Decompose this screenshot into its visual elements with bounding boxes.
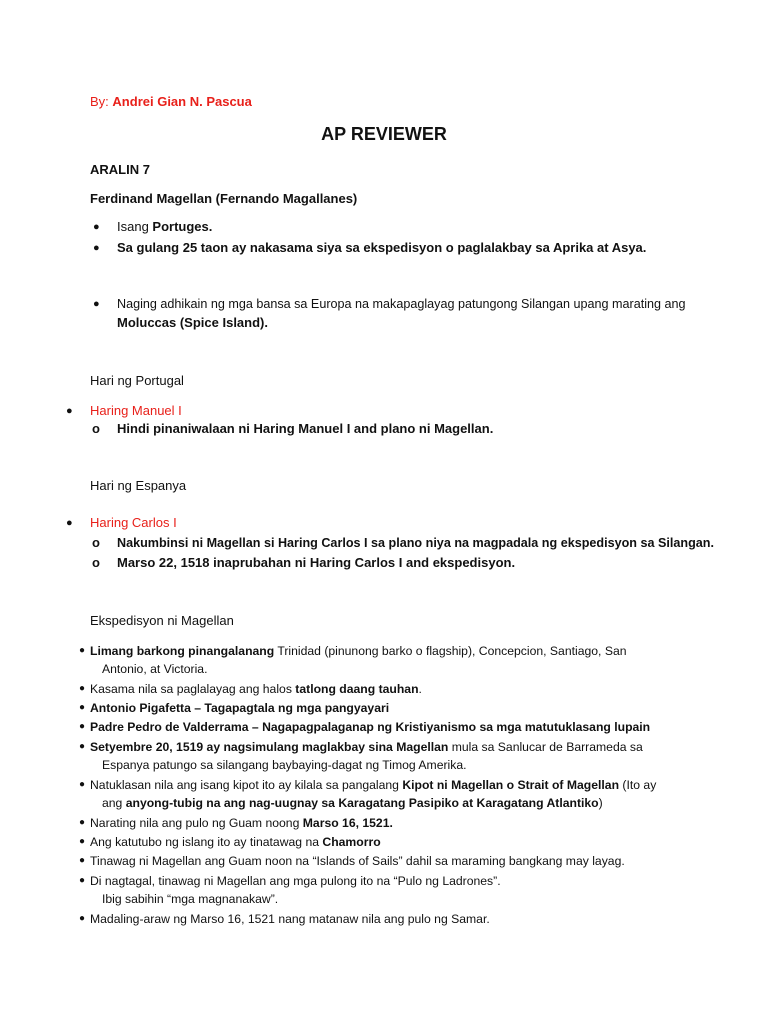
bullet-icon: ●: [79, 817, 86, 828]
list-item-continuation: [102, 795, 603, 811]
document-title: AP REVIEWER: [321, 124, 447, 144]
bullet-icon: ●: [79, 683, 86, 694]
list-item: Sa gulang 25 taon ay nakasama siya sa ekspedisyon o paglalakbay sa Aprika at Asya.: [117, 240, 647, 255]
item-text-bold: Kipot ni Magellan o Strait of Magellan: [402, 778, 620, 792]
bullet-icon: ●: [66, 517, 73, 529]
author-line: [90, 94, 252, 110]
list-item: [90, 834, 381, 850]
bullet-icon: ●: [66, 405, 73, 417]
bullet-icon: ●: [93, 242, 100, 254]
item-text: mula sa Sanlucar de Barrameda sa: [448, 740, 643, 754]
item-text: Ang katutubo ng islang ito ay tinatawag na: [90, 835, 323, 849]
list-item: Antonio Pigafetta – Tagapagtala ng mga pangyayari: [90, 701, 390, 715]
king-name-manuel: Haring Manuel I: [90, 403, 182, 418]
circle-bullet-icon: o: [92, 535, 100, 550]
item-text-bold: anyong-tubig na ang nag-uugnay sa Karagatang Pasipiko at Karagatang Atlantiko: [125, 796, 599, 810]
item-text-bold: Limang barkong pinangalanang: [90, 644, 275, 658]
bullet-icon: ●: [79, 741, 86, 752]
item-text: ): [598, 796, 603, 810]
bullet-icon: ●: [79, 836, 86, 847]
list-item: Madaling-araw ng Marso 16, 1521 nang matanaw nila ang pulo ng Samar.: [90, 912, 490, 926]
by-label: By:: [90, 94, 109, 109]
item-text: Natuklasan nila ang isang kipot ito ay kilala sa pangalang: [90, 778, 403, 792]
list-item: [90, 643, 627, 659]
list-item: [90, 777, 656, 793]
subject-heading: Ferdinand Magellan (Fernando Magallanes): [90, 191, 358, 206]
item-text-bold: Setyembre 20, 1519 ay nagsimulang maglakbay sina Magellan: [90, 740, 449, 754]
bullet-icon: ●: [93, 221, 100, 233]
item-text-bold: Portuges.: [152, 219, 213, 234]
bullet-icon: ●: [79, 913, 86, 924]
list-item: Tinawag ni Magellan ang Guam noon na “Islands of Sails” dahil sa maraming bangkang may layag.: [90, 854, 625, 868]
list-item: [90, 815, 393, 831]
list-item: [90, 739, 643, 755]
bullet-icon: ●: [79, 702, 86, 713]
item-text-bold: Marso 16, 1521.: [302, 816, 393, 830]
list-item: Padre Pedro de Valderrama – Nagapagpalaganap ng Kristiyanismo sa mga matutuklasang lupain: [90, 720, 651, 734]
section-heading-portugal: Hari ng Portugal: [90, 373, 184, 388]
section-heading-espanya: Hari ng Espanya: [90, 478, 187, 493]
lesson-label: ARALIN 7: [90, 162, 150, 177]
list-item-continuation: Espanya patungo sa silangang baybaying-dagat ng Timog Amerika.: [102, 758, 467, 772]
item-text: Kasama nila sa paglalayag ang halos: [90, 682, 296, 696]
item-text-bold: Chamorro: [322, 835, 381, 849]
author-name: Andrei Gian N. Pascua: [112, 94, 252, 109]
item-text: Isang: [117, 219, 153, 234]
list-item: [117, 219, 212, 235]
item-text: Narating nila ang pulo ng Guam noong: [90, 816, 303, 830]
bullet-icon: ●: [79, 645, 86, 656]
list-item: Di nagtagal, tinawag ni Magellan ang mga pulong ito na “Pulo ng Ladrones”.: [90, 874, 501, 888]
item-text: .: [418, 682, 422, 696]
bullet-icon: ●: [93, 298, 100, 310]
circle-bullet-icon: o: [92, 555, 100, 570]
list-item: Naging adhikain ng mga bansa sa Europa na makapaglayag patungong Silangan upang marating ang: [117, 297, 686, 311]
item-text: Trinidad (pinunong barko o flagship), Concepcion, Santiago, San: [274, 644, 627, 658]
king-name-carlos: Haring Carlos I: [90, 515, 177, 530]
section-heading-expedition: Ekspedisyon ni Magellan: [90, 613, 234, 628]
bullet-icon: ●: [79, 855, 86, 866]
item-text-bold: tatlong daang tauhan: [295, 682, 419, 696]
item-text: ang: [102, 796, 126, 810]
list-item: Hindi pinaniwalaan ni Haring Manuel I and plano ni Magellan.: [117, 421, 494, 436]
list-item: Nakumbinsi ni Magellan si Haring Carlos I sa plano niya na magpadala ng ekspedisyon sa Silangan.: [117, 536, 714, 550]
list-item: Marso 22, 1518 inaprubahan ni Haring Carlos I and ekspedisyon.: [117, 555, 516, 570]
list-item-continuation: Ibig sabihin “mga magnanakaw”.: [102, 892, 279, 906]
list-item-continuation: Moluccas (Spice Island).: [117, 315, 268, 330]
bullet-icon: ●: [79, 875, 86, 886]
list-item-continuation: Antonio, at Victoria.: [102, 662, 208, 676]
bullet-icon: ●: [79, 721, 86, 732]
item-text: (Ito ay: [619, 778, 657, 792]
circle-bullet-icon: o: [92, 421, 100, 436]
list-item: [90, 681, 422, 697]
bullet-icon: ●: [79, 779, 86, 790]
